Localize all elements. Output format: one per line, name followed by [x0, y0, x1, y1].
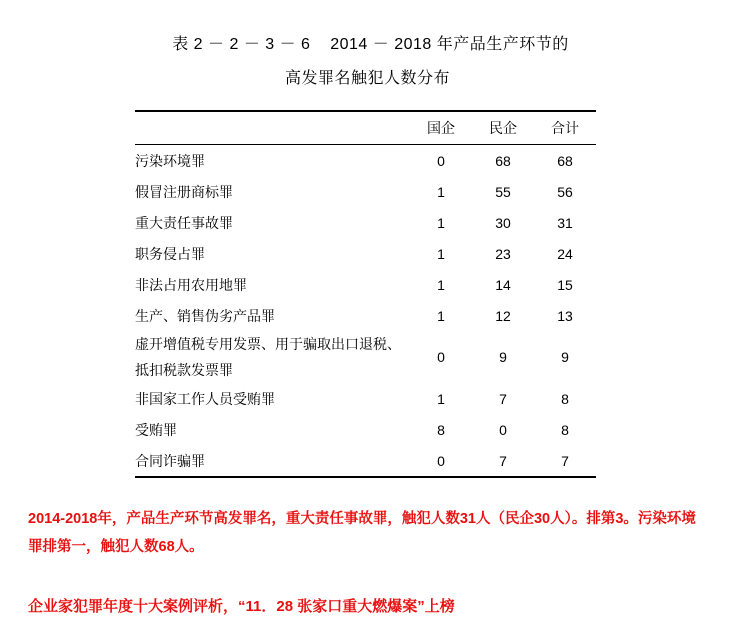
table-row	[135, 207, 596, 238]
row-value-total: 31	[557, 214, 573, 231]
row-value-total: 24	[557, 245, 573, 262]
row-value-private: 55	[495, 183, 511, 200]
table-body	[135, 145, 596, 478]
row-label: 重大责任事故罪	[135, 214, 233, 231]
row-value-state-owned: 1	[437, 245, 445, 262]
row-label: 非法占用农用地罪	[135, 276, 247, 293]
row-label: 职务侵占罪	[135, 245, 205, 262]
row-value-state-owned: 0	[437, 349, 445, 365]
annotation-note-primary: 2014-2018年，产品生产环节高发罪名，重大责任事故罪，触犯人数31人（民企30人）。排第3。污染环境罪排第一，触犯人数68人。	[28, 511, 696, 555]
header-cell-blank	[135, 111, 410, 145]
row-value-private: 9	[499, 349, 507, 365]
header-cell-state-owned: 国企	[410, 111, 472, 145]
table-title-line-1: 表 2 － 2 － 3 － 6 2014 － 2018 年产品生产环节的	[172, 36, 569, 53]
row-value-private: 30	[495, 214, 511, 231]
row-label: 合同诈骗罪	[135, 445, 410, 477]
row-value-total: 8	[561, 421, 569, 438]
row-value-total: 15	[557, 276, 573, 293]
row-label: 污染环境罪	[135, 152, 205, 169]
row-value-state-owned: 8	[437, 421, 445, 438]
row-value-private: 12	[495, 307, 511, 324]
row-value-state-owned: 1	[437, 390, 445, 407]
row-value-state-owned: 0	[410, 445, 472, 477]
row-value-total: 68	[557, 152, 573, 169]
header-cell-total: 合计	[534, 111, 596, 145]
row-label: 受贿罪	[135, 421, 177, 438]
row-label: 假冒注册商标罪	[135, 183, 233, 200]
table-row	[135, 176, 596, 207]
crime-statistics-table	[135, 110, 596, 478]
row-value-total: 13	[557, 307, 573, 324]
row-value-total: 8	[561, 390, 569, 407]
row-label	[135, 331, 410, 383]
row-label-line-2: 抵扣税款发票罪	[135, 362, 233, 378]
table-header-row	[135, 111, 596, 145]
row-value-state-owned: 1	[437, 276, 445, 293]
table-row	[135, 383, 596, 414]
table-title-line-2: 高发罪名触犯人数分布	[284, 70, 450, 87]
row-value-private: 23	[495, 245, 511, 262]
row-value-private: 14	[495, 276, 511, 293]
document-page	[0, 28, 731, 644]
table-row	[135, 145, 596, 177]
annotation-note-secondary: 企业家犯罪年度十大案例评析，“11．28 张家口重大燃爆案”上榜	[28, 598, 455, 615]
row-value-state-owned: 0	[437, 152, 445, 169]
table-title	[0, 28, 731, 96]
row-value-private: 7	[499, 390, 507, 407]
row-value-state-owned: 1	[437, 307, 445, 324]
table-row	[135, 269, 596, 300]
table-header	[135, 111, 596, 145]
row-label: 非国家工作人员受贿罪	[135, 390, 275, 407]
row-value-state-owned: 1	[437, 183, 445, 200]
row-value-total: 56	[557, 183, 573, 200]
table-row	[135, 238, 596, 269]
row-value-private: 7	[472, 445, 534, 477]
row-value-private: 0	[499, 421, 507, 438]
table-row	[135, 300, 596, 331]
row-label: 生产、销售伪劣产品罪	[135, 307, 275, 324]
row-value-private: 68	[495, 152, 511, 169]
row-value-total: 7	[534, 445, 596, 477]
table-row	[135, 331, 596, 383]
table-row	[135, 414, 596, 445]
table-row	[135, 445, 596, 477]
row-value-state-owned: 1	[437, 214, 445, 231]
row-value-total: 9	[561, 349, 569, 365]
row-label-line-1: 虚开增值税专用发票、用于骗取出口退税、	[135, 336, 401, 352]
header-cell-private: 民企	[472, 111, 534, 145]
